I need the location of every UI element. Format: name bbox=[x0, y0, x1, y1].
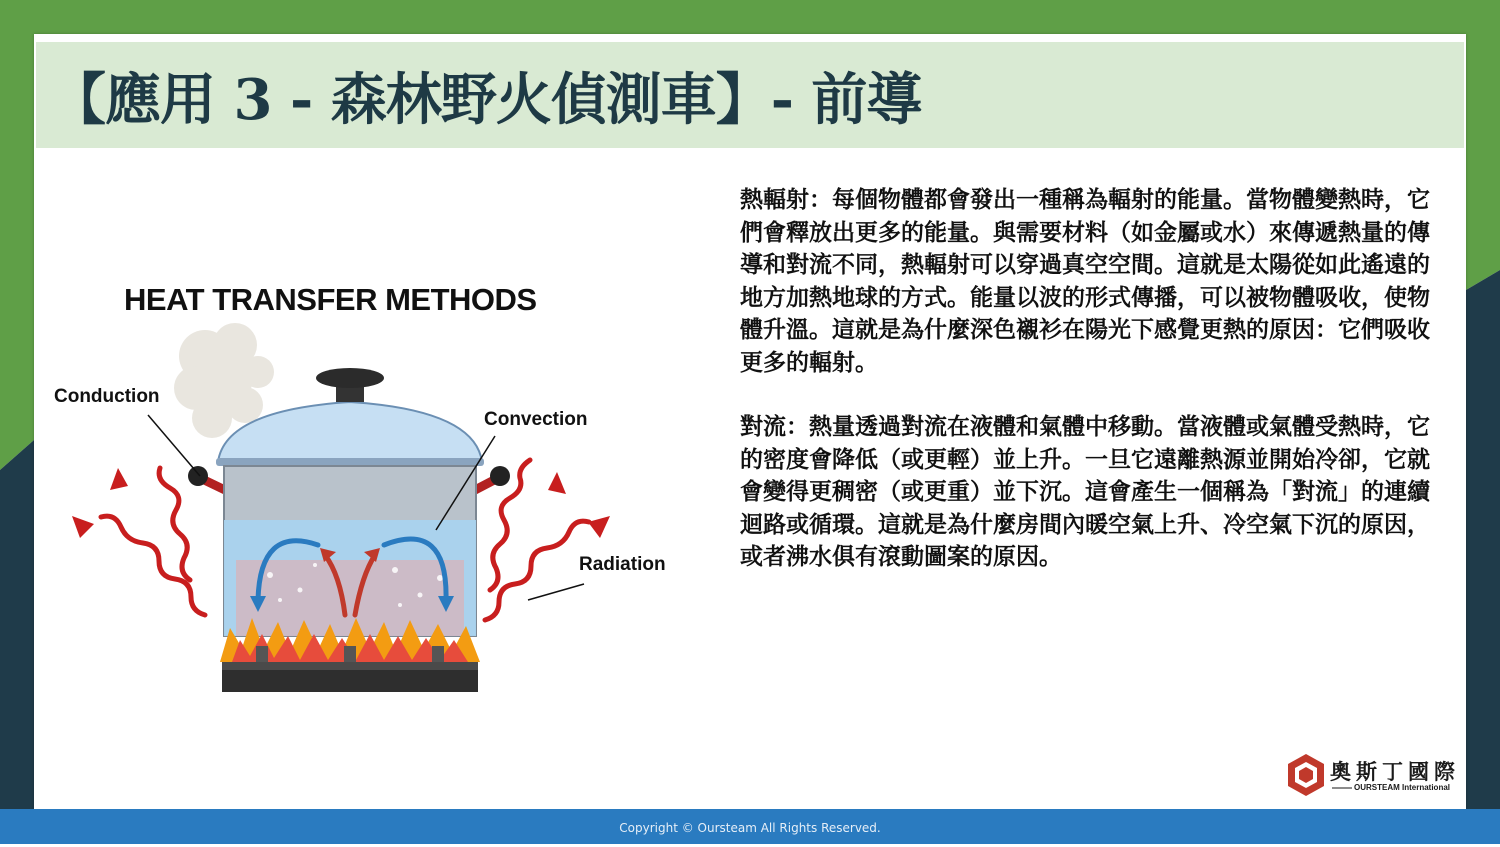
slide-title: 【應用 3 - 森林野火偵測車】- 前導 bbox=[50, 67, 922, 133]
label-convection: Convection bbox=[484, 409, 588, 430]
label-conduction: Conduction bbox=[54, 386, 160, 407]
radiation-paragraph: 熱輻射：每個物體都會發出一種稱為輻射的能量。當物體變熱時，它們會釋放出更多的能量。與需要材料（如金屬或水）來傳遞熱量的傳導和對流不同，熱輻射可以穿過真空空間。這就是太陽從如此遙遠的地方加熱地球的方式。能量以波的形式傳播，可以被物體吸收，使物體升溫。這就是為什麼深色襯衫在陽光下感覺更熱的原因：它們吸收更多的輻射。 bbox=[740, 187, 1430, 376]
logo-name-cn: 奧斯丁國際 bbox=[1330, 760, 1460, 784]
heat-transfer-illustration bbox=[40, 320, 700, 710]
body-text bbox=[740, 184, 1430, 574]
label-radiation: Radiation bbox=[579, 554, 666, 575]
convection-paragraph: 對流：熱量透過對流在液體和氣體中移動。當液體或氣體受熱時，它的密度會降低（或更輕）並上升。一旦它遠離熱源並開始冷卻，它就會變得更稠密（或更重）並下沉。這會產生一個稱為「對流」的連續迴路或循環。這就是為什麼房間內暖空氣上升、冷空氣下沉的原因，或者沸水俱有滾動圖案的原因。 bbox=[740, 414, 1430, 570]
logo-name-en: OURSTEAM International bbox=[1354, 783, 1451, 792]
copyright-text: Copyright © Oursteam All Rights Reserved. bbox=[619, 821, 881, 835]
footer-bar bbox=[0, 809, 1500, 844]
illustration-heading: HEAT TRANSFER METHODS bbox=[124, 282, 537, 317]
lid-knob bbox=[316, 368, 384, 388]
